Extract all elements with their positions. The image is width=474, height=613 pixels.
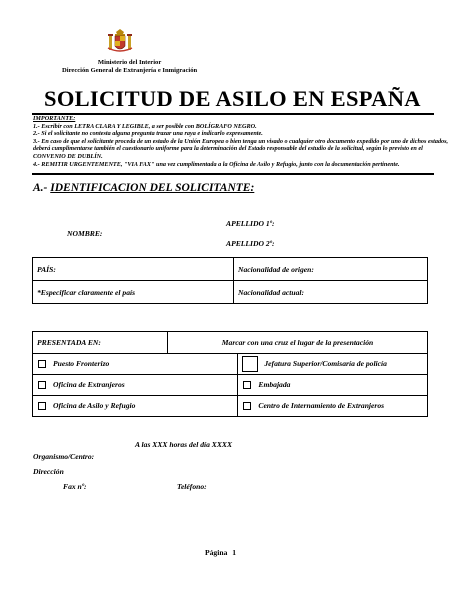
embajada-label: Embajada (258, 380, 291, 390)
section-divider (32, 173, 434, 175)
section-a-title (33, 182, 254, 194)
presentada-label: PRESENTADA EN: (37, 338, 101, 347)
coat-of-arms-emblem (105, 28, 135, 58)
option-puesto-fronterizo[interactable] (33, 354, 238, 375)
direccion-label: Dirección (33, 467, 64, 476)
page-label: Página (205, 548, 228, 557)
oficina-extranjeros-checkbox[interactable] (38, 381, 46, 389)
directorate-name: Dirección General de Extranjería e Inmigración (62, 67, 198, 74)
apellido1-label: APELLIDO 1º: (226, 219, 275, 228)
especificar-pais-label: *Especificar claramente el país (37, 287, 136, 297)
oficina-extranjeros-label: Oficina de Extranjeros (53, 380, 125, 390)
page-value: 1 (232, 548, 237, 557)
pais-label: PAÍS: (37, 264, 56, 274)
presentada-instruction: Marcar con una cruz el lugar de la presentación (221, 338, 374, 347)
nacionalidad-origen-cell[interactable] (234, 258, 428, 281)
presentada-label-cell (33, 332, 168, 354)
ministry-header (62, 59, 197, 75)
section-a-prefix: A.- (33, 182, 48, 194)
oficina-asilo-checkbox[interactable] (38, 402, 46, 410)
embajada-checkbox[interactable] (243, 381, 251, 389)
especificar-cell[interactable] (33, 281, 234, 304)
organismo-label: Organismo/Centro: (33, 452, 95, 461)
important-notes (33, 115, 453, 168)
important-item-1: 1.- Escribir con LETRA CLARA Y LEGIBLE, a ser posible con BOLÍGRAFO NEGRO. (33, 122, 257, 130)
option-centro-internamiento[interactable] (238, 396, 428, 417)
important-item-3: 3.- En caso de que el solicitante proceda de un estado de la Unión Europea o bien tenga un visado o cualquier otro documento expedido por uno de dichos estados, deberá cumplimentarse también el cuestionario uniforme para la determinación del Estado responsable del estudio de la solicitud, según lo previsto en el CONVENIO DE DUBLÍN. (33, 137, 449, 160)
puesto-fronterizo-label: Puesto Fronterizo (53, 359, 110, 369)
nacionalidad-origen-label: Nacionalidad de origen: (238, 264, 314, 274)
centro-internamiento-checkbox[interactable] (243, 402, 251, 410)
centro-internamiento-label: Centro de Internamiento de Extranjeros (258, 401, 385, 411)
pais-cell[interactable] (33, 258, 234, 281)
puesto-fronterizo-checkbox[interactable] (38, 360, 46, 368)
nacionalidad-actual-cell[interactable] (234, 281, 428, 304)
jefatura-checkbox[interactable] (242, 356, 258, 372)
fax-label: Fax nº: (63, 482, 87, 491)
page-title: SOLICITUD DE ASILO EN ESPAÑA (44, 86, 421, 111)
horas-dia-field: A las XXX horas del día XXXX (135, 440, 233, 449)
option-embajada[interactable] (238, 375, 428, 396)
important-heading: IMPORTANTE: (33, 115, 76, 122)
nacionalidad-actual-label: Nacionalidad actual: (238, 287, 305, 297)
presentada-instruction-cell (168, 332, 428, 354)
oficina-asilo-label: Oficina de Asilo y Refugio (53, 401, 136, 411)
option-oficina-asilo[interactable] (33, 396, 238, 417)
important-item-2: 2.- Si el solicitante no contesta alguna pregunta trazar una raya e indicarlo expresamente. (33, 130, 263, 138)
ministry-name: Ministerio del Interior (97, 59, 162, 66)
telefono-label: Teléfono: (177, 482, 207, 491)
section-a-heading: IDENTIFICACION DEL SOLICITANTE: (50, 182, 255, 194)
apellido2-label: APELLIDO 2º: (226, 239, 275, 248)
jefatura-label: Jefatura Superior/Comisaría de policía (264, 358, 387, 368)
page-number (205, 548, 236, 557)
important-item-4: 4.- REMITIR URGENTEMENTE, "VIA FAX" una vez cumplimentada a la Oficina de Asilo y Refugio, junto con la documentación pertinente. (33, 160, 400, 168)
presentation-table (32, 331, 428, 417)
option-jefatura[interactable] (238, 354, 428, 375)
nombre-label: NOMBRE: (67, 229, 103, 238)
option-oficina-extranjeros[interactable] (33, 375, 238, 396)
nationality-table (32, 257, 428, 304)
